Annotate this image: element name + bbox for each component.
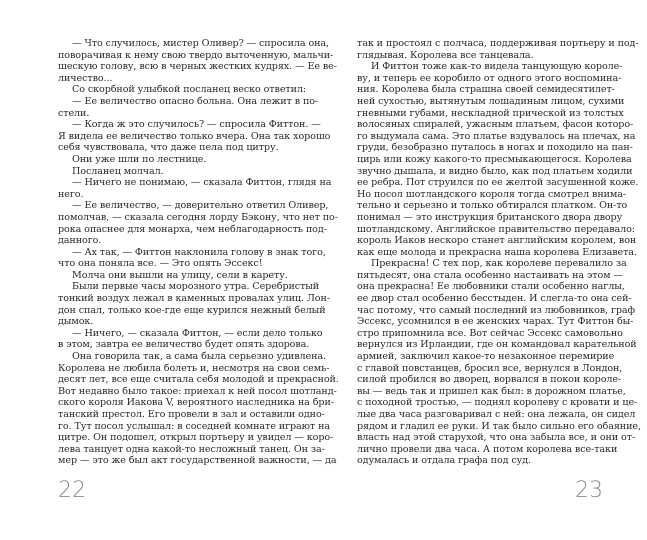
paragraph: [58, 95, 319, 119]
text-line: армией, заключил какое-то незаконное перемирие: [357, 351, 615, 363]
text-line: она прекрасна! Ее любовники стали особенно наглы,: [357, 281, 625, 293]
text-line: что она поняла все. — Это опять Эссекс!: [58, 258, 263, 270]
text-line: него.: [58, 188, 84, 200]
text-line: поворачивая к нему свою твердо выточенную, мальчи-: [58, 49, 334, 61]
text-line: го. Тут посол услышал: в соседней комнате играют на: [58, 420, 330, 432]
text-line: — Ее величество опасно больна. Она лежит в по-: [72, 95, 319, 107]
text-line: понимал — это инструкция британского двора двору: [357, 211, 623, 223]
text-line: дон спал, только кое-где еще курился нежный белый: [58, 304, 326, 316]
paragraph: [58, 200, 338, 247]
text-line: Молча они вышли на улицу, сели в карету.: [72, 269, 288, 281]
text-line: помолчав, — сказала сегодня лорду Бэкону, что нет по-: [58, 211, 338, 223]
paragraph: [58, 119, 331, 154]
paragraph: [58, 351, 339, 467]
text-line: ее двор стал особенно бесстыден. И слегла-то она сей-: [357, 293, 632, 305]
text-line: ней сухостью, вытянутым лошадиным лицом, сухими: [357, 95, 625, 107]
text-line: ву, и теперь ее коробило от одного этого воспомина-: [357, 72, 622, 84]
page-number-left: 22: [58, 478, 86, 503]
text-line: ее ребра. Пот струился по ее желтой засушенной коже.: [357, 177, 639, 189]
text-line: гневными губами, нескладной прической из толстых: [357, 107, 624, 119]
text-line: власть над этой старухой, что она забыла все, и они от-: [357, 432, 636, 444]
text-line: пятьдесят, она стала особенно настаивать на этом —: [357, 269, 623, 281]
text-line: — Что случилось, мистер Оливер? — спросила она,: [72, 38, 329, 49]
paragraph: [357, 61, 639, 258]
text-line: лева танцует одна какой-то несложный танец. Он за-: [58, 443, 325, 455]
text-line: Королева не любила болеть и, несмотря на свои семь-: [58, 362, 330, 374]
text-line: — Ничего, — сказала Фиттон, — если дело только: [72, 327, 323, 339]
text-line: тонкий воздух лежал в каменных провалах улиц. Лон-: [58, 293, 330, 305]
paragraph: [58, 177, 332, 200]
text-line: Но посол шотландского короля тогда смотрел внима-: [357, 188, 627, 200]
text-line: тельно и серьезно и только обтирался платком. Он-то: [357, 200, 628, 212]
paragraph: [58, 327, 323, 351]
text-line: глядывая. Королева все танцевала.: [357, 49, 534, 61]
text-line: мер — это же был акт государственной важности, — да: [58, 455, 337, 467]
text-line: себя чувствовала, что даже пела под цитру.: [58, 142, 279, 154]
text-line: рядом и гладил ее руки. И так было сильно его обаяние,: [357, 420, 641, 432]
paragraph: [357, 258, 641, 467]
text-line: как еще молода и прекрасна наша королева Елизавета.: [357, 246, 637, 258]
text-line: шотландскому. Английское правительство передавало:: [357, 223, 635, 235]
right-page-text: [357, 38, 641, 467]
text-line: — Ничего не понимаю, — сказала Фиттон, глядя на: [72, 177, 332, 189]
text-line: силой пробился во дворец, ворвался в покои короле-: [357, 374, 622, 386]
text-line: десят лет, все еще считала себя молодой и прекрасной.: [58, 374, 339, 386]
text-line: вернулся из Ирландии, где он командовал карательной: [357, 339, 637, 351]
text-line: данного.: [58, 235, 102, 247]
text-line: Прекрасна! С тех пор, как королеве перевалило за: [371, 258, 627, 270]
text-line: король Иаков нескоро станет английским королем, вон: [357, 235, 637, 247]
text-line: цитре. Он подошел, открыл портьеру и увидел — коро-: [58, 432, 334, 444]
text-line: Посланец молчал.: [72, 165, 164, 177]
text-line: — Когда ж это случилось? — спросила Фиттон. —: [72, 119, 321, 131]
text-line: Я видела ее величество только вчера. Она так хорошо: [58, 130, 331, 142]
text-line: Были первые часы морозного утра. Серебристый: [72, 281, 320, 293]
text-line: волосяных спиралей, ужасным платьем, фасон которо-: [357, 119, 634, 131]
text-line: стели.: [58, 107, 90, 119]
text-line: дымок.: [58, 316, 94, 328]
text-line: — Ее величество, — доверительно ответил Оливер,: [72, 200, 329, 212]
text-line: Вот недавно было такое: приехал к ней посол шотланд-: [58, 385, 337, 397]
text-line: в этом, завтра ее величество будет опять здорова.: [58, 339, 310, 351]
text-line: Она говорила так, а сама была серьезно удивлена.: [72, 351, 326, 363]
text-line: вы — ведь так и пришел как был: в дорожном платье,: [357, 385, 626, 397]
paragraph: [58, 38, 337, 84]
text-line: И Фиттон тоже как-то видела танцующую короле-: [371, 61, 623, 73]
text-line: цирь или кожу какого-то пресмыкающегося. Королева: [357, 153, 632, 165]
text-line: груди, безобразно путалось в ногах и походило на пан-: [357, 142, 633, 154]
text-line: шескую голову, всю в черных жестких кудрях. — Ее ве-: [58, 61, 337, 73]
text-line: — Ах так, — Фиттон наклонила голову в знак того,: [72, 246, 326, 258]
paragraph: [58, 84, 307, 96]
text-line: Эссекс, усомнился в ее женских чарах. Тут Фиттон бы-: [357, 316, 634, 328]
text-line: личество...: [58, 72, 113, 84]
text-line: с походной тростью, — поднял королеву с кровати и це-: [357, 397, 638, 409]
text-line: с главой повстанцев, бросил все, вернулся в Лондон,: [357, 362, 623, 374]
paragraph: [58, 281, 330, 328]
text-line: ского короля Иакова V, вероятного наследника на бри-: [58, 397, 334, 409]
page-number-right: 23: [575, 478, 603, 503]
paragraph: [58, 270, 302, 282]
text-line: ния. Королева была страшна своей семидесятилет-: [357, 84, 615, 96]
text-line: рока опаснее для монарха, чем неблагодарность под-: [58, 223, 327, 235]
text-line: час потому, что самый последний из любовников, граф: [357, 304, 635, 316]
text-line: Со скорбной улыбкой посланец веско ответил:: [72, 84, 307, 96]
text-line: звучно дышала, и видно было, как под платьем ходили: [357, 165, 633, 177]
paragraph: [58, 166, 302, 178]
paragraph: [58, 154, 302, 166]
text-line: лично провели два часа. А потом королева все-таки: [357, 443, 618, 455]
text-line: Они уже шли по лестнице.: [72, 153, 207, 165]
text-line: го выдумала сама. Это платье вздувалось на плечах, на: [357, 130, 636, 142]
text-line: лые два часа разговаривал с ней: она лежала, он сидел: [357, 409, 636, 420]
text-line: танский престол. Его провели в зал и оставили одно-: [58, 409, 325, 420]
text-line: одумалась и отдала графа под суд.: [357, 455, 531, 467]
text-line: стро припомнила все. Вот сейчас Эссекс самовольно: [357, 327, 623, 339]
left-page-text: [58, 38, 339, 467]
paragraph: [58, 246, 326, 270]
text-line: так и простоял с полчаса, поддерживая портьеру и под-: [357, 38, 639, 49]
paragraph: [357, 38, 639, 61]
